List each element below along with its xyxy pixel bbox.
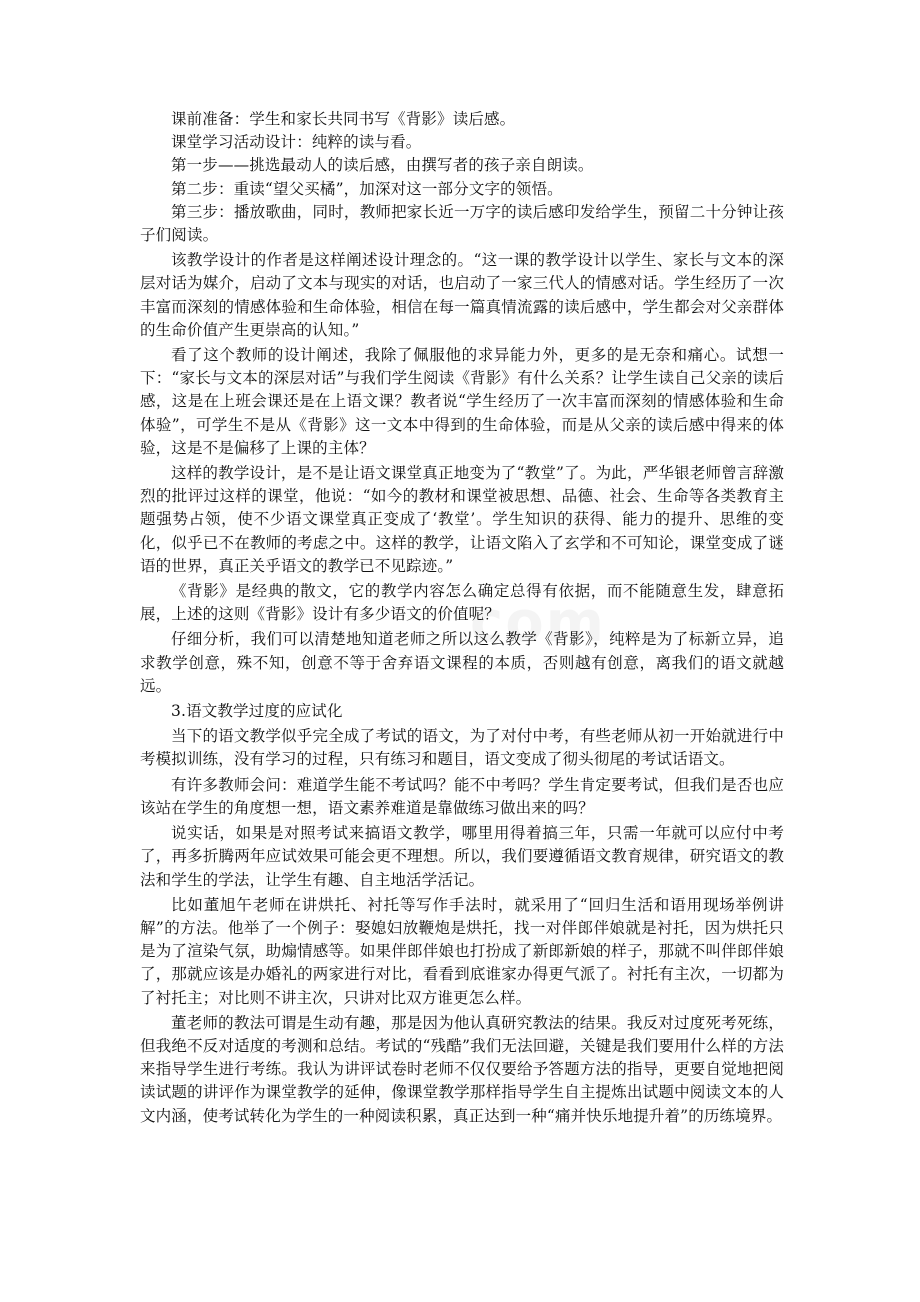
paragraph-step-one: 第一步——挑选最动人的读后感，由撰写者的孩子亲自朗读。: [171, 156, 594, 175]
paragraph-example: 比如董旭午老师在讲烘托、衬托等写作手法时，就采用了“回归生活和语用现场举例讲解”的方法。他举了一个例子：娶媳妇放鞭炮是烘托，找一对伴郎伴娘就是衬托，因为烘托只是为了渲染气氛，助煽情感等。如果伴郎伴娘也打扮成了新郎新娘的样子，那就不叫伴郎伴娘了，那就应该是办婚礼的两家进行对比，看看到底谁家办得更气派了。衬托有主次，一切都为了衬托主；对比则不讲主次，只讲对比双方谁更怎么样。: [140, 895, 784, 1007]
paragraph-exam-oriented: 当下的语文教学似乎完全成了考试的语文，为了对付中考，有些老师从初一开始就进行中考模拟训练，没有学习的过程，只有练习和题目，语文变成了彻头彻尾的考试话语文。: [140, 727, 784, 769]
paragraph-step-two: 第二步：重读“望父买橘”，加深对这一部分文字的领悟。: [171, 179, 563, 198]
paragraph-conclusion: 董老师的教法可谓是生动有趣，那是因为他认真研究教法的结果。我反对过度死考死练，但我绝不反对适度的考测和总结。考试的“残酷”我们无法回避，关键是我们要用什么样的方法来指导学生进行考练。我认为讲评试卷时老师不仅仅要给予答题方法的指导，更要自觉地把阅读试题的讲评作为课堂教学的延伸，像课堂教学那样指导学生自主提炼出试题中阅读文本的人文内涵，使考试转化为学生的一种阅读积累，真正达到一种“痛并快乐地提升着”的历练境界。: [140, 1013, 784, 1125]
paragraph-activity-design: 课堂学习活动设计：纯粹的读与看。: [171, 133, 422, 152]
paragraph-critique: 看了这个教师的设计阐述，我除了佩服他的求异能力外，更多的是无奈和痛心。试想一下：“家长与文本的深层对话”与我们学生阅读《背影》有什么关系？让学生读自己父亲的读后感，这是在上班会课还是在上语文课？教者说“学生经历了一次丰富而深刻的情感体验和生命体验”，可学生不是从《背影》这一文本中得到的生命体验，而是从父亲的读后感中得来的体验，这是不是偏移了上课的主体？: [140, 346, 784, 457]
paragraph-design-concept: 该教学设计的作者是这样阐述设计理念的。“这一课的教学设计以学生、家长与文本的深层对话为媒介，启动了文本与现实的对话，也启动了一家三代人的情感对话。学生经历了一次丰富而深刻的情感体验和生命体验，相信在每一篇真情流露的读后感中，学生都会对父亲群体的生命价值产生更崇高的认知。”: [140, 251, 784, 339]
paragraph-step-three: 第三步：播放歌曲，同时，教师把家长近一万字的读后感印发给学生，预留二十分钟让孩子们阅读。: [140, 202, 784, 245]
document-body: [140, 108, 784, 1128]
paragraph-honest-talk: 说实话，如果是对照考试来搞语文教学，哪里用得着搞三年，只需一年就可以应付中考了，再多折腾两年应试效果可能会更不理想。所以，我们要遵循语文教育规律，研究语文的教法和学生的学法，让学生有趣、自主地活学活记。: [140, 824, 784, 889]
paragraph-classic-prose: 《背影》是经典的散文，它的教学内容怎么确定总得有依据，而不能随意生发，肆意拓展，上述的这则《背影》设计有多少语文的价值呢？: [140, 582, 784, 624]
section-heading: 3.语文教学过度的应试化: [171, 702, 343, 721]
paragraph-analysis: 仔细分析，我们可以清楚地知道老师之所以这么教学《背影》，纯粹是为了标新立异，追求教学创意，殊不知，创意不等于舍弃语文课程的本质，否则越有创意，离我们的语文就越远。: [140, 630, 784, 695]
paragraph-teacher-question: 有许多教师会问：难道学生能不考试吗？能不中考吗？学生肯定要考试，但我们是否也应该站在学生的角度想一想，语文素养难道是靠做练习做出来的吗？: [140, 775, 784, 817]
paragraph-prep: 课前准备：学生和家长共同书写《背影》读后感。: [171, 110, 516, 128]
paragraph-church-metaphor: 这样的教学设计，是不是让语文课堂真正地变为了“教堂”了。为此，严华银老师曾言辞激烈的批评过这样的课堂，他说：“如今的教材和课堂被思想、品德、社会、生命等各类教育主题强势占领，使不少语文课堂真正变成了‘教堂’。学生知识的获得、能力的提升、思维的变化，似乎已不在教师的考虑之中。这样的教学，让语文陷入了玄学和不可知论，课堂变成了谜语的世界，真正关乎语文的教学已不见踪迹。”: [140, 464, 784, 575]
